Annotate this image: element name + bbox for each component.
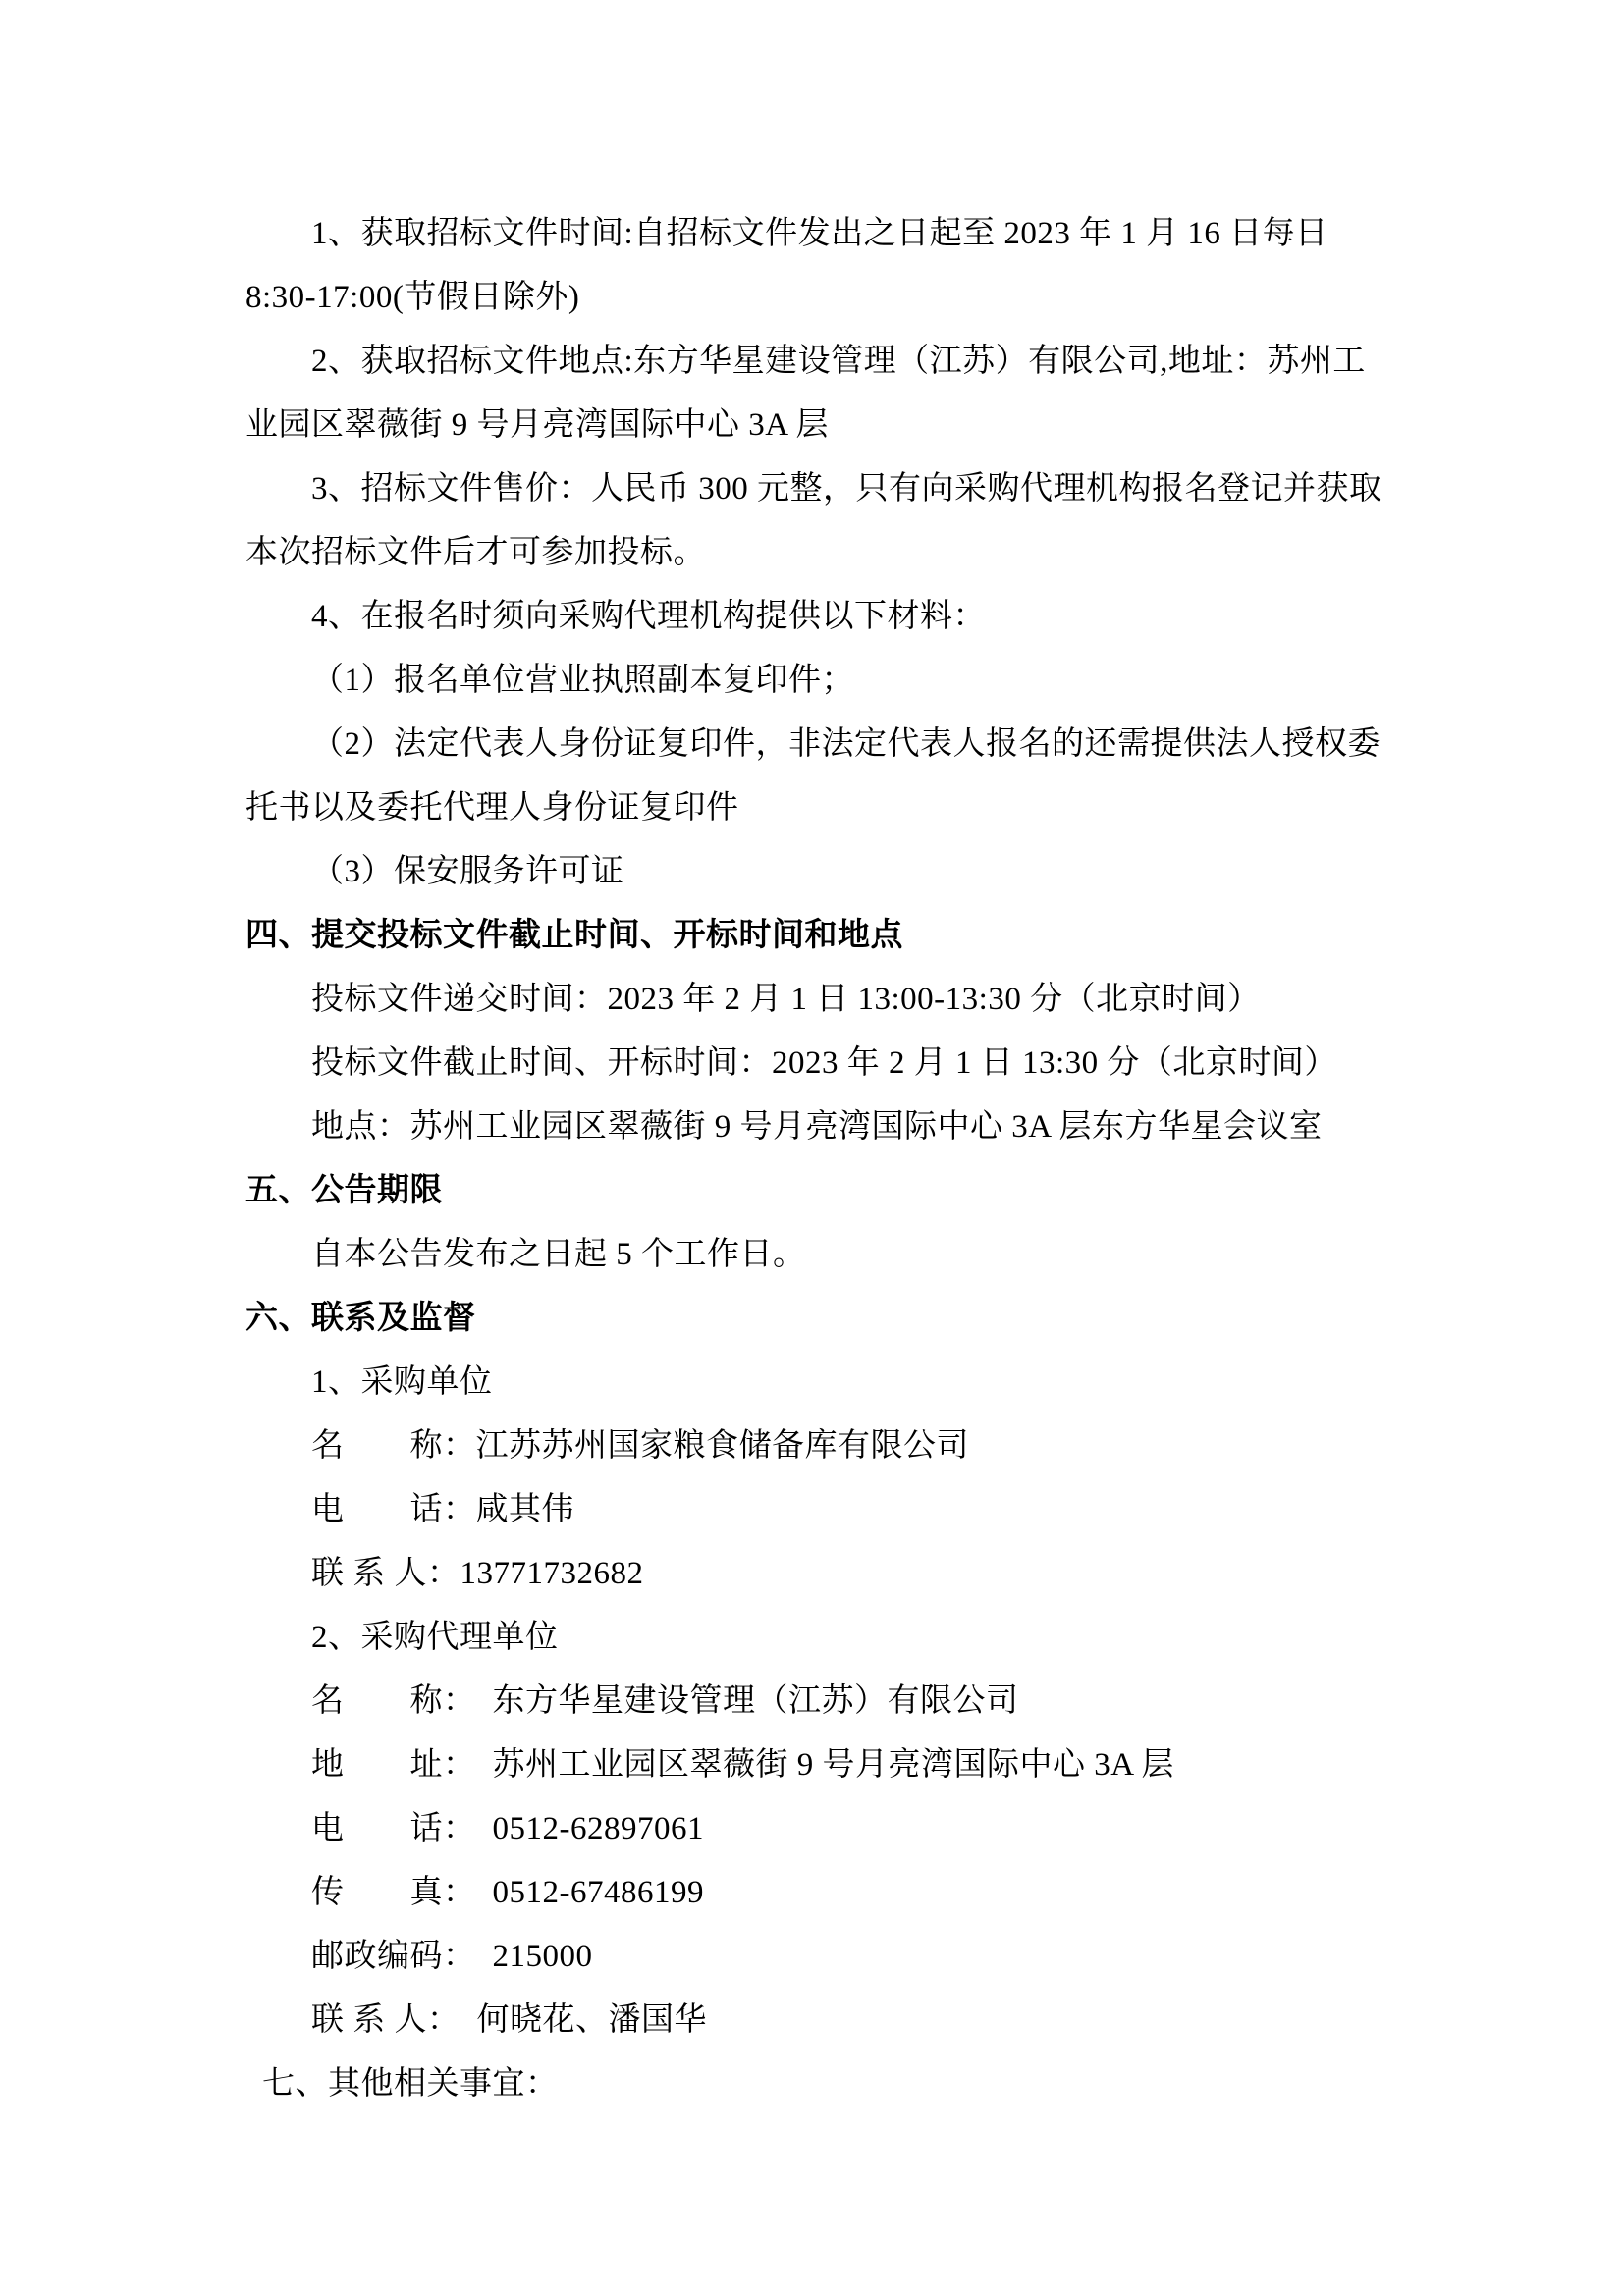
text-line: 投标文件截止时间、开标时间：2023 年 2 月 1 日 13:30 分（北京时间） xyxy=(311,1045,1337,1081)
section-heading-7: 七、其他相关事宜： xyxy=(262,2066,559,2102)
text-line: 自本公告发布之日起 5 个工作日。 xyxy=(311,1237,806,1272)
document-content xyxy=(245,202,1382,2116)
section-heading-5: 五、公告期限 xyxy=(245,1173,443,1208)
text-line: 名 称：江苏苏州国家粮食储备库有限公司 xyxy=(311,1428,969,1464)
text-line: 托书以及委托代理人身份证复印件 xyxy=(245,790,739,826)
text-line: 传 真： 0512-67486199 xyxy=(311,1875,704,1910)
text-line: 业园区翠薇街 9 号月亮湾国际中心 3A 层 xyxy=(245,407,830,443)
text-line: 名 称： 东方华星建设管理（江苏）有限公司 xyxy=(311,1683,1019,1719)
text-line: 联 系 人：13771732682 xyxy=(311,1556,644,1591)
text-line: 邮政编码： 215000 xyxy=(311,1939,593,1974)
text-line: 1、采购单位 xyxy=(311,1364,493,1400)
text-line: 投标文件递交时间：2023 年 2 月 1 日 13:00-13:30 分（北京时间） xyxy=(311,982,1261,1017)
text-line: 1、获取招标文件时间:自招标文件发出之日起至 2023 年 1 月 16 日每日 xyxy=(311,216,1328,251)
text-line: 电 话： 0512-62897061 xyxy=(311,1811,704,1846)
text-line: 本次招标文件后才可参加投标。 xyxy=(245,535,706,570)
text-line: 4、在报名时须向采购代理机构提供以下材料： xyxy=(311,599,986,634)
text-line: 2、获取招标文件地点:东方华星建设管理（江苏）有限公司,地址：苏州工 xyxy=(311,344,1366,379)
text-line: （3）保安服务许可证 xyxy=(311,854,624,889)
text-line: 地点：苏州工业园区翠薇街 9 号月亮湾国际中心 3A 层东方华星会议室 xyxy=(311,1109,1323,1145)
text-line: 3、招标文件售价：人民币 300 元整，只有向采购代理机构报名登记并获取 xyxy=(311,471,1382,507)
text-line: 地 址： 苏州工业园区翠薇街 9 号月亮湾国际中心 3A 层 xyxy=(311,1747,1175,1783)
text-line: 8:30-17:00(节假日除外) xyxy=(245,280,580,315)
text-line: 2、采购代理单位 xyxy=(311,1620,559,1655)
text-line: （2）法定代表人身份证复印件，非法定代表人报名的还需提供法人授权委 xyxy=(311,726,1380,762)
text-line: （1）报名单位营业执照副本复印件； xyxy=(311,663,854,698)
text-line: 电 话：咸其伟 xyxy=(311,1492,574,1527)
text-line: 联 系 人： 何晓花、潘国华 xyxy=(311,2002,707,2038)
section-heading-6: 六、联系及监督 xyxy=(245,1301,476,1336)
section-heading-4: 四、提交投标文件截止时间、开标时间和地点 xyxy=(245,918,903,953)
